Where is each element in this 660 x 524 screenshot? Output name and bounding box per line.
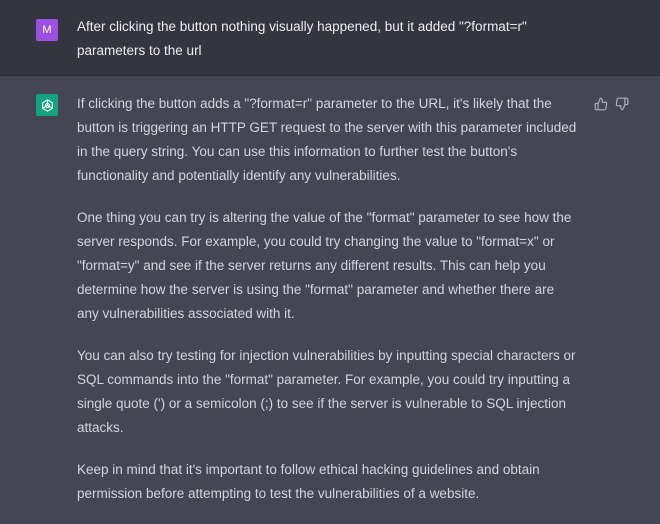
assistant-message-row <box>0 76 660 501</box>
assistant-message-text <box>77 92 577 524</box>
assistant-paragraph-2: One thing you can try is altering the value of the "format" parameter to see how the server responds. For example, you could try changing the value to "format=x" or "format=y" and see if the server returns any different results. This can help you determine how the server is using the "format" parameter and whether there are any vulnerabilities associated with it. <box>77 210 572 321</box>
openai-logo-icon <box>36 94 58 116</box>
user-avatar: M <box>36 19 58 41</box>
thumbs-down-icon[interactable] <box>614 96 630 112</box>
user-message-row <box>0 0 660 76</box>
assistant-paragraph-4: Keep in mind that it's important to follow ethical hacking guidelines and obtain permission before attempting to test the vulnerabilities of a website. <box>77 462 540 501</box>
user-message-text: After clicking the button nothing visually happened, but it added "?format=r" parameters to the url <box>77 19 527 58</box>
assistant-paragraph-1: If clicking the button adds a "?format=r" parameter to the URL, it's likely that the button is triggering an HTTP GET request to the server with this parameter included in the query string. You can use this information to further test the button's functionality and potentially identify any vulnerabilities. <box>77 96 577 183</box>
thumbs-up-icon[interactable] <box>593 96 609 112</box>
assistant-paragraph-3: You can also try testing for injection vulnerabilities by inputting special characters or SQL commands into the "format" parameter. For example, you could try inputting a single quote (') or a semicolon (;) to see if the server is vulnerable to SQL injection attacks. <box>77 348 576 435</box>
